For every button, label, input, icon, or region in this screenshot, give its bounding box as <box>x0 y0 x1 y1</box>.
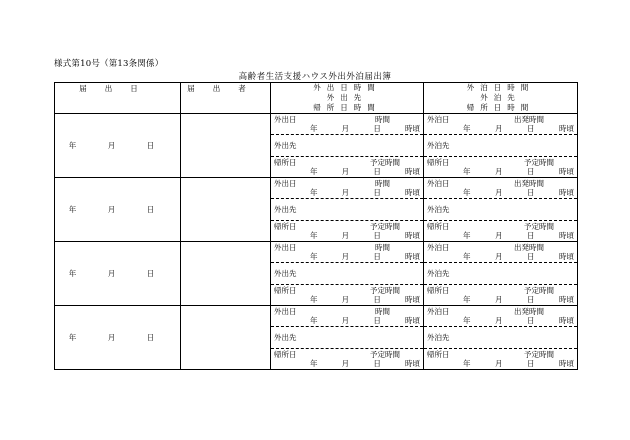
overnight-destination-field[interactable] <box>424 327 577 348</box>
overnight-return-field[interactable] <box>424 349 577 369</box>
ymd-month: 月 <box>341 124 350 134</box>
ymd-day: 日 <box>373 294 381 304</box>
row-date-label: 年 月 日 <box>68 141 167 150</box>
overnight-return-label: 帰所日 <box>427 157 450 167</box>
ymd-year: 年 <box>463 358 471 368</box>
overnight-date-field[interactable] <box>424 114 577 135</box>
overnight-return-field[interactable] <box>424 221 577 241</box>
ymd-hour: 時頃 <box>559 252 574 262</box>
ymd-day: 日 <box>373 230 381 240</box>
row-date-cell[interactable] <box>55 178 181 242</box>
ymd-year: 年 <box>463 188 471 198</box>
ymd-year: 年 <box>310 124 318 134</box>
outing-date-field[interactable] <box>271 114 423 135</box>
ymd-day: 日 <box>527 294 535 304</box>
ymd-day: 日 <box>373 124 381 134</box>
outing-date-field[interactable] <box>271 306 423 327</box>
header-overnight-line-2: 外泊先 <box>480 93 521 102</box>
outing-return-label: 帰所日 <box>274 349 297 359</box>
row-date-label: 年 月 日 <box>68 269 167 278</box>
overnight-return-label: 帰所日 <box>427 221 450 231</box>
ymd-year: 年 <box>463 316 471 326</box>
outing-return-label: 帰所日 <box>274 285 297 295</box>
outing-date-field[interactable] <box>271 242 423 263</box>
overnight-planned-time-label: 予定時間 <box>524 157 554 167</box>
outing-return-label: 帰所日 <box>274 157 297 167</box>
header-outing <box>271 83 424 114</box>
outing-time-label: 時間 <box>375 179 390 188</box>
ymd-month: 月 <box>341 358 350 368</box>
ymd-month: 月 <box>495 358 503 368</box>
ymd-month: 月 <box>495 124 503 134</box>
overnight-planned-time-label: 予定時間 <box>524 221 554 231</box>
overnight-destination-field[interactable] <box>424 263 577 284</box>
register-row <box>55 114 578 178</box>
ymd-hour: 時頃 <box>559 358 574 368</box>
header-outing-line-2: 外出先 <box>326 93 368 102</box>
header-person: 届出者 <box>181 83 271 114</box>
overnight-return-label: 帰所日 <box>427 349 450 359</box>
row-outing-cell <box>271 114 424 178</box>
ymd-hour: 時頃 <box>404 252 420 262</box>
ymd-day: 日 <box>527 316 535 326</box>
row-overnight-cell <box>424 242 578 306</box>
outing-return-label: 帰所日 <box>274 221 297 231</box>
ymd-month: 月 <box>341 166 350 176</box>
ymd-year: 年 <box>310 358 318 368</box>
ymd-day: 日 <box>527 124 535 134</box>
header-row <box>55 83 578 114</box>
overnight-return-field[interactable] <box>424 285 577 305</box>
ymd-year: 年 <box>463 230 471 240</box>
row-date-cell[interactable] <box>55 114 181 178</box>
overnight-time-label: 出発時間 <box>514 307 544 316</box>
overnight-date-label: 外泊日 <box>427 307 450 316</box>
overnight-destination-label: 外泊先 <box>427 268 450 278</box>
ymd-month: 月 <box>341 294 350 304</box>
row-outing-cell <box>271 242 424 306</box>
ymd-year: 年 <box>463 124 471 134</box>
register-row <box>55 306 578 370</box>
ymd-day: 日 <box>527 230 535 240</box>
ymd-month: 月 <box>495 166 503 176</box>
overnight-date-field[interactable] <box>424 242 577 263</box>
row-person-cell[interactable] <box>181 114 271 178</box>
overnight-return-label: 帰所日 <box>427 285 450 295</box>
ymd-day: 日 <box>373 252 381 262</box>
outing-time-label: 時間 <box>375 307 390 316</box>
row-overnight-cell <box>424 178 578 242</box>
overnight-return-field[interactable] <box>424 157 577 177</box>
row-date-cell[interactable] <box>55 306 181 370</box>
outing-destination-label: 外出先 <box>274 140 297 150</box>
ymd-month: 月 <box>495 230 503 240</box>
ymd-day: 日 <box>527 188 535 198</box>
overnight-destination-field[interactable] <box>424 199 577 220</box>
ymd-year: 年 <box>310 188 318 198</box>
outing-destination-label: 外出先 <box>274 204 297 214</box>
overnight-date-label: 外泊日 <box>427 179 450 188</box>
ymd-month: 月 <box>495 188 503 198</box>
ymd-day: 日 <box>527 166 535 176</box>
outing-destination-field[interactable] <box>271 327 423 348</box>
outing-destination-field[interactable] <box>271 135 423 156</box>
ymd-hour: 時頃 <box>404 230 420 240</box>
ymd-hour: 時頃 <box>559 230 574 240</box>
ymd-hour: 時頃 <box>559 166 574 176</box>
ymd-day: 日 <box>527 252 535 262</box>
ymd-year: 年 <box>310 166 318 176</box>
row-date-cell[interactable] <box>55 242 181 306</box>
ymd-year: 年 <box>310 316 318 326</box>
overnight-date-field[interactable] <box>424 306 577 327</box>
overnight-destination-label: 外泊先 <box>427 140 450 150</box>
ymd-hour: 時頃 <box>404 188 420 198</box>
outing-destination-field[interactable] <box>271 263 423 284</box>
ymd-hour: 時頃 <box>559 124 574 134</box>
row-person-cell[interactable] <box>181 306 271 370</box>
row-outing-cell <box>271 178 424 242</box>
ymd-day: 日 <box>373 358 381 368</box>
overnight-planned-time-label: 予定時間 <box>524 349 554 359</box>
outing-planned-time-label: 予定時間 <box>370 221 400 231</box>
overnight-date-field[interactable] <box>424 178 577 199</box>
register-row <box>55 242 578 306</box>
ymd-year: 年 <box>463 294 471 304</box>
overnight-date-label: 外泊日 <box>427 243 450 252</box>
row-person-cell[interactable] <box>181 178 271 242</box>
header-outing-line-3: 帰所日時間 <box>313 103 381 112</box>
overnight-time-label: 出発時間 <box>514 115 544 124</box>
ymd-day: 日 <box>373 166 381 176</box>
overnight-destination-label: 外泊先 <box>427 204 450 214</box>
ymd-day: 日 <box>527 358 535 368</box>
header-date: 届出日 <box>55 83 181 114</box>
form-number: 様式第10号（第13条関係） <box>54 59 164 69</box>
register-table <box>54 82 578 370</box>
outing-date-label: 外出日 <box>274 115 297 124</box>
outing-planned-time-label: 予定時間 <box>370 157 400 167</box>
overnight-time-label: 出発時間 <box>514 179 544 188</box>
ymd-hour: 時頃 <box>559 316 574 326</box>
ymd-month: 月 <box>341 252 350 262</box>
ymd-hour: 時頃 <box>559 188 574 198</box>
outing-destination-label: 外出先 <box>274 332 297 342</box>
row-overnight-cell <box>424 114 578 178</box>
outing-planned-time-label: 予定時間 <box>370 349 400 359</box>
ymd-month: 月 <box>341 230 350 240</box>
row-person-cell[interactable] <box>181 242 271 306</box>
outing-return-field[interactable] <box>271 285 423 305</box>
outing-return-field[interactable] <box>271 221 423 241</box>
header-overnight-line-1: 外泊日時間 <box>466 83 535 92</box>
row-date-label: 年 月 日 <box>68 333 167 342</box>
ymd-day: 日 <box>373 188 381 198</box>
outing-date-label: 外出日 <box>274 179 297 188</box>
outing-time-label: 時間 <box>375 243 390 252</box>
ymd-year: 年 <box>463 166 471 176</box>
header-overnight-line-3: 帰所日時間 <box>466 103 535 112</box>
outing-return-field[interactable] <box>271 349 423 369</box>
outing-date-label: 外出日 <box>274 243 297 252</box>
form-title: 高齢者生活支援ハウス外出外泊届出簿 <box>238 72 392 82</box>
ymd-hour: 時頃 <box>404 166 420 176</box>
overnight-destination-field[interactable] <box>424 135 577 156</box>
overnight-date-label: 外泊日 <box>427 115 450 124</box>
ymd-month: 月 <box>341 316 350 326</box>
overnight-destination-label: 外泊先 <box>427 332 450 342</box>
ymd-month: 月 <box>495 294 503 304</box>
outing-date-label: 外出日 <box>274 307 297 316</box>
ymd-year: 年 <box>310 252 318 262</box>
outing-date-field[interactable] <box>271 178 423 199</box>
ymd-day: 日 <box>373 316 381 326</box>
ymd-month: 月 <box>341 188 350 198</box>
header-overnight <box>424 83 578 114</box>
ymd-hour: 時頃 <box>404 316 420 326</box>
ymd-hour: 時頃 <box>559 294 574 304</box>
row-overnight-cell <box>424 306 578 370</box>
overnight-time-label: 出発時間 <box>514 243 544 252</box>
ymd-year: 年 <box>463 252 471 262</box>
ymd-hour: 時頃 <box>404 294 420 304</box>
outing-planned-time-label: 予定時間 <box>370 285 400 295</box>
ymd-hour: 時頃 <box>404 124 420 134</box>
outing-time-label: 時間 <box>375 115 390 124</box>
row-date-label: 年 月 日 <box>68 205 167 214</box>
ymd-hour: 時頃 <box>404 358 420 368</box>
ymd-year: 年 <box>310 230 318 240</box>
ymd-month: 月 <box>495 252 503 262</box>
overnight-planned-time-label: 予定時間 <box>524 285 554 295</box>
outing-destination-field[interactable] <box>271 199 423 220</box>
outing-return-field[interactable] <box>271 157 423 177</box>
row-outing-cell <box>271 306 424 370</box>
register-row <box>55 178 578 242</box>
outing-destination-label: 外出先 <box>274 268 297 278</box>
ymd-month: 月 <box>495 316 503 326</box>
ymd-year: 年 <box>310 294 318 304</box>
header-outing-line-1: 外出日時間 <box>313 83 381 92</box>
